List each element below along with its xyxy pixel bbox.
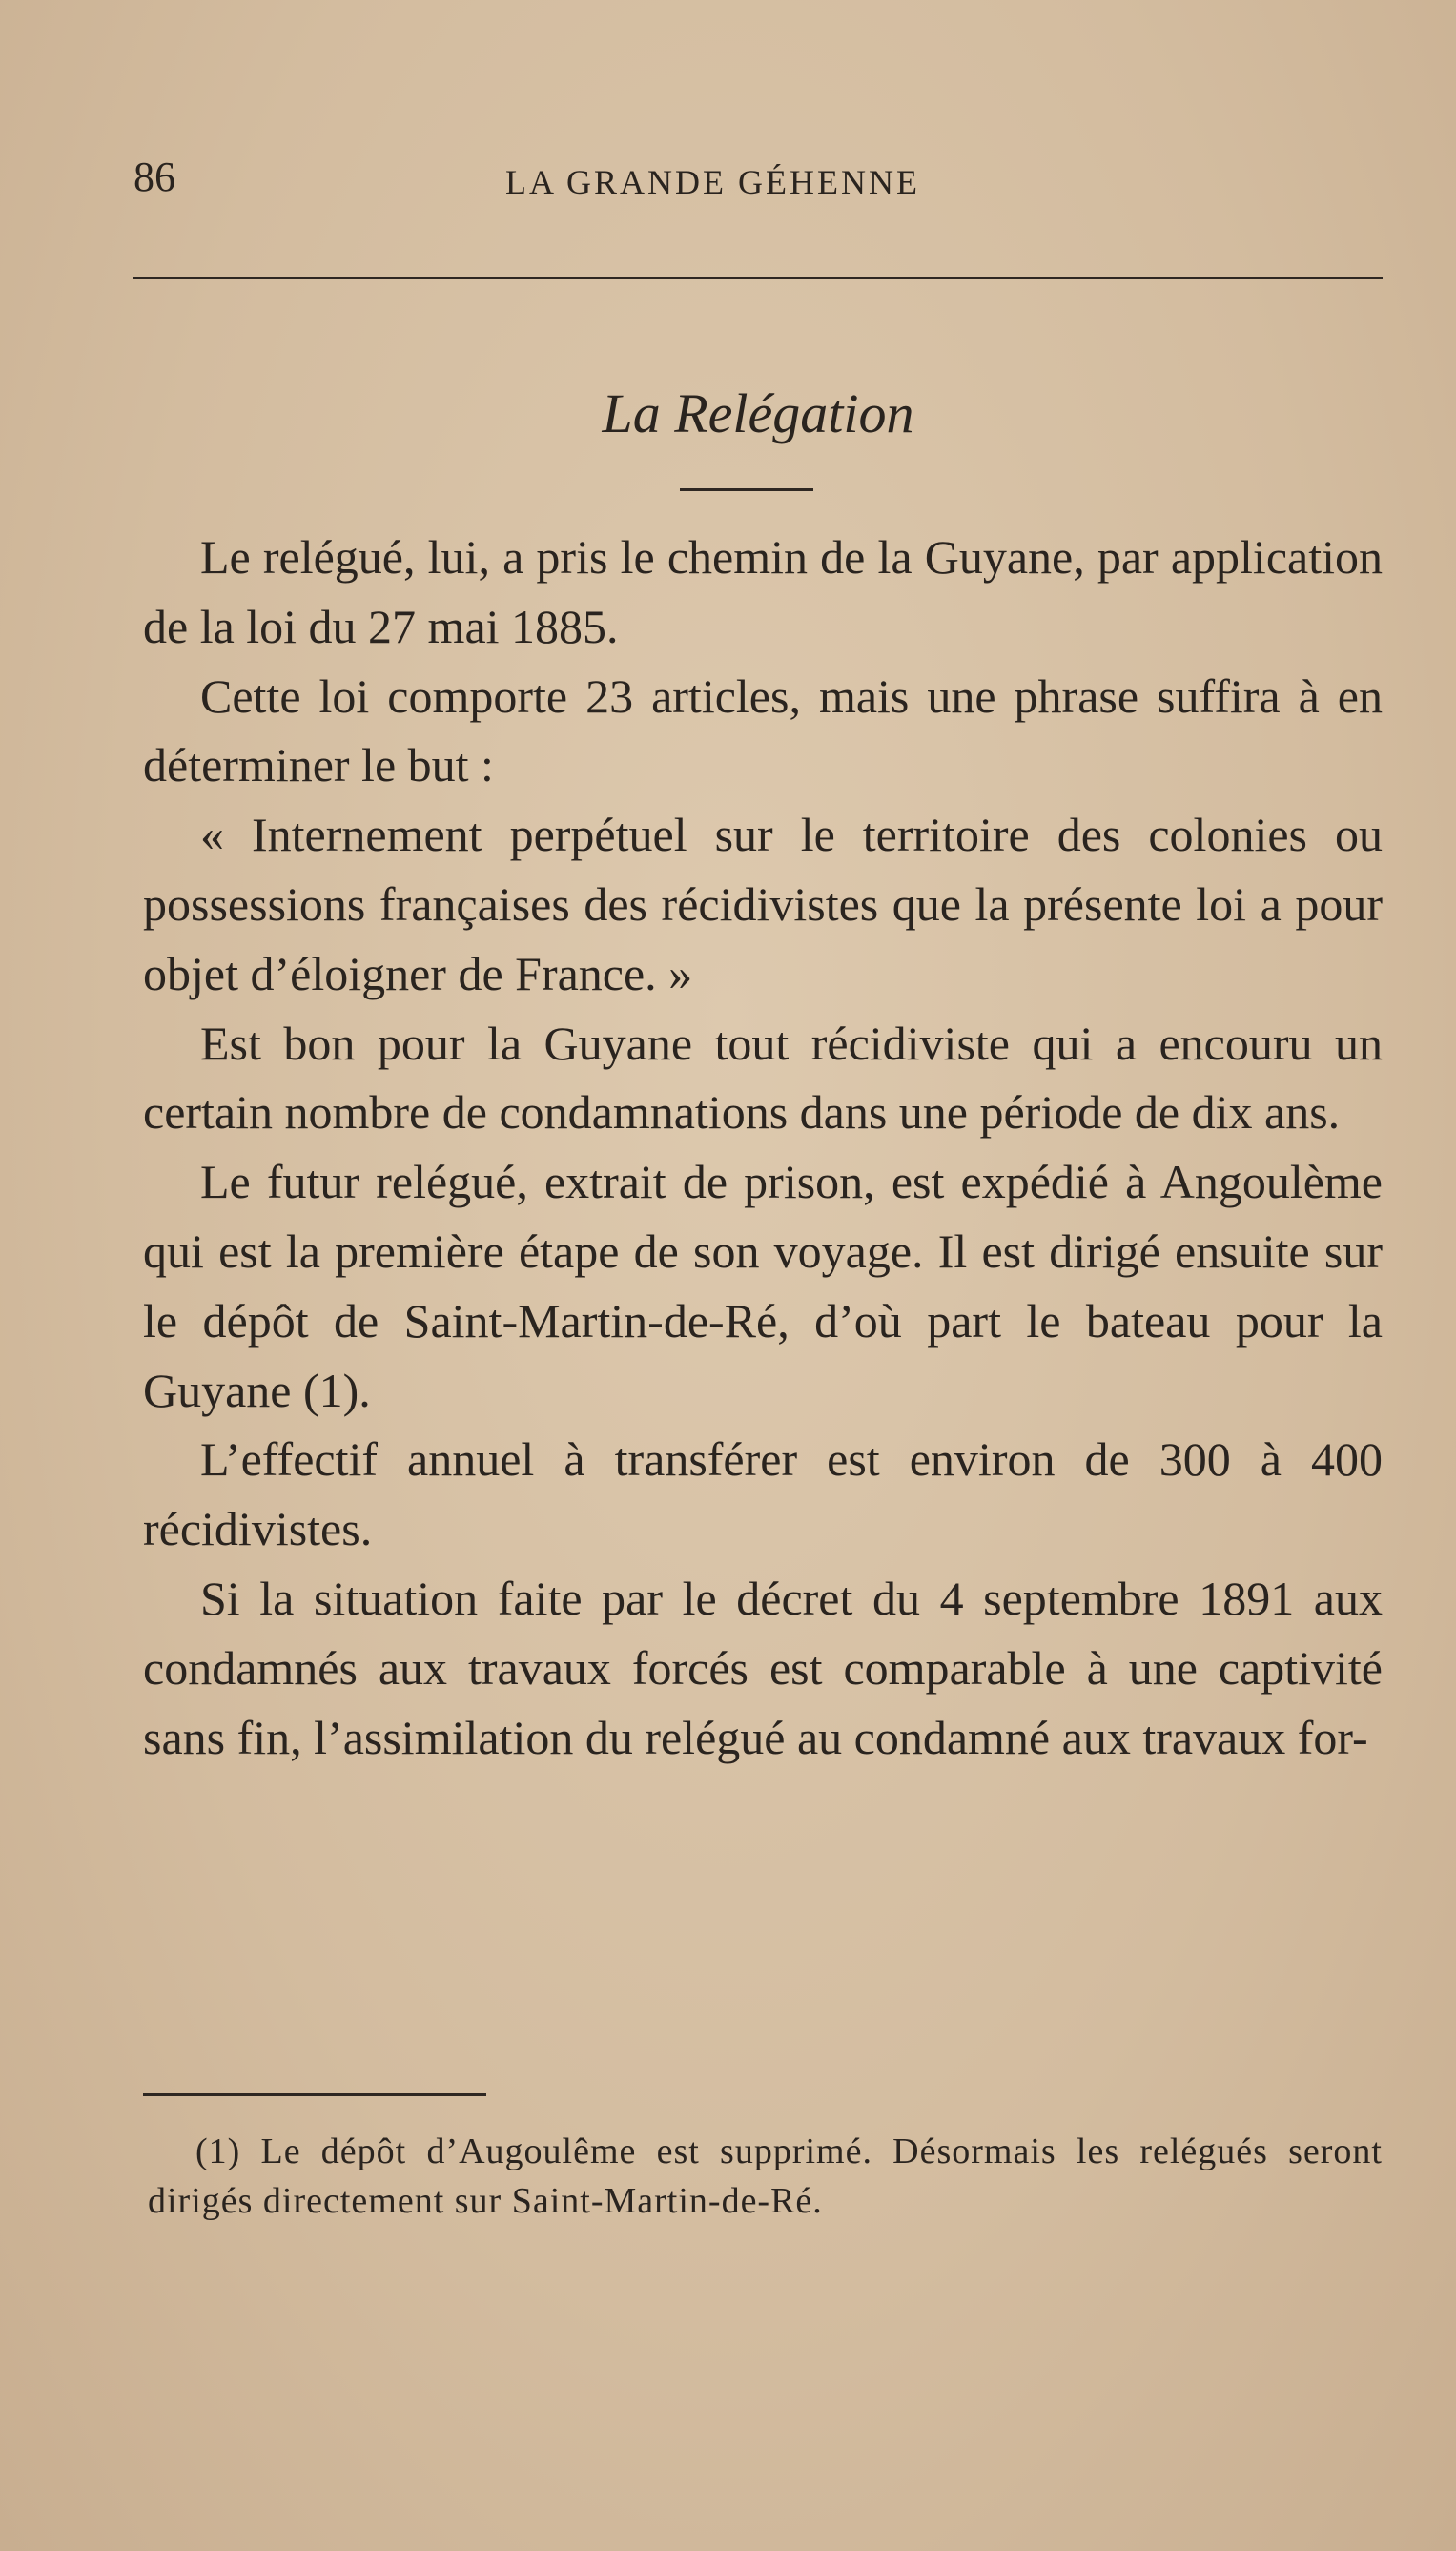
paragraph: Le relégué, lui, a pris le chemin de la Guyane, par application de la loi du 27 mai 1885. [143,530,1383,653]
section-divider [680,488,813,491]
paragraph: Le futur relégué, extrait de prison, est expédié à Angoulème qui est la première étape de son voyage. Il est dirigé ensuite sur le dépôt de Saint-Martin-de-Ré, d’où part le bateau pour la Guyane (1). [143,1155,1383,1417]
body-text [143,523,1383,1772]
paragraph: Cette loi comporte 23 articles, mais une phrase suffira à en déterminer le but : [143,669,1383,792]
page-number: 86 [133,154,175,200]
footnote: (1) Le dépôt d’Augoulême est supprimé. Désormais les relégués seront dirigés directement sur Saint-Martin-de-Ré. [148,2131,1383,2221]
section-title: La Relégation [602,382,914,444]
page-header [133,143,1383,210]
paragraph: Si la situation faite par le décret du 4 septembre 1891 aux condamnés aux travaux forcés est comparable à une captivité sans fin, l’assimilation du relégué au condamné aux travaux for- [143,1571,1383,1764]
paragraph: L’effectif annuel à transférer est environ de 300 à 400 récidivistes. [143,1432,1383,1556]
paragraph: « Internement perpétuel sur le territoire des colonies ou possessions françaises des récidivistes que la présente loi a pour objet d’éloigner de France. » [143,808,1383,1000]
header-divider [133,277,1383,279]
footnote-divider [143,2093,486,2096]
running-title: LA GRANDE GÉHENNE [505,163,920,201]
paragraph: Est bon pour la Guyane tout récidiviste qui a encouru un certain nombre de condamnations dans une période de dix ans. [143,1016,1383,1140]
